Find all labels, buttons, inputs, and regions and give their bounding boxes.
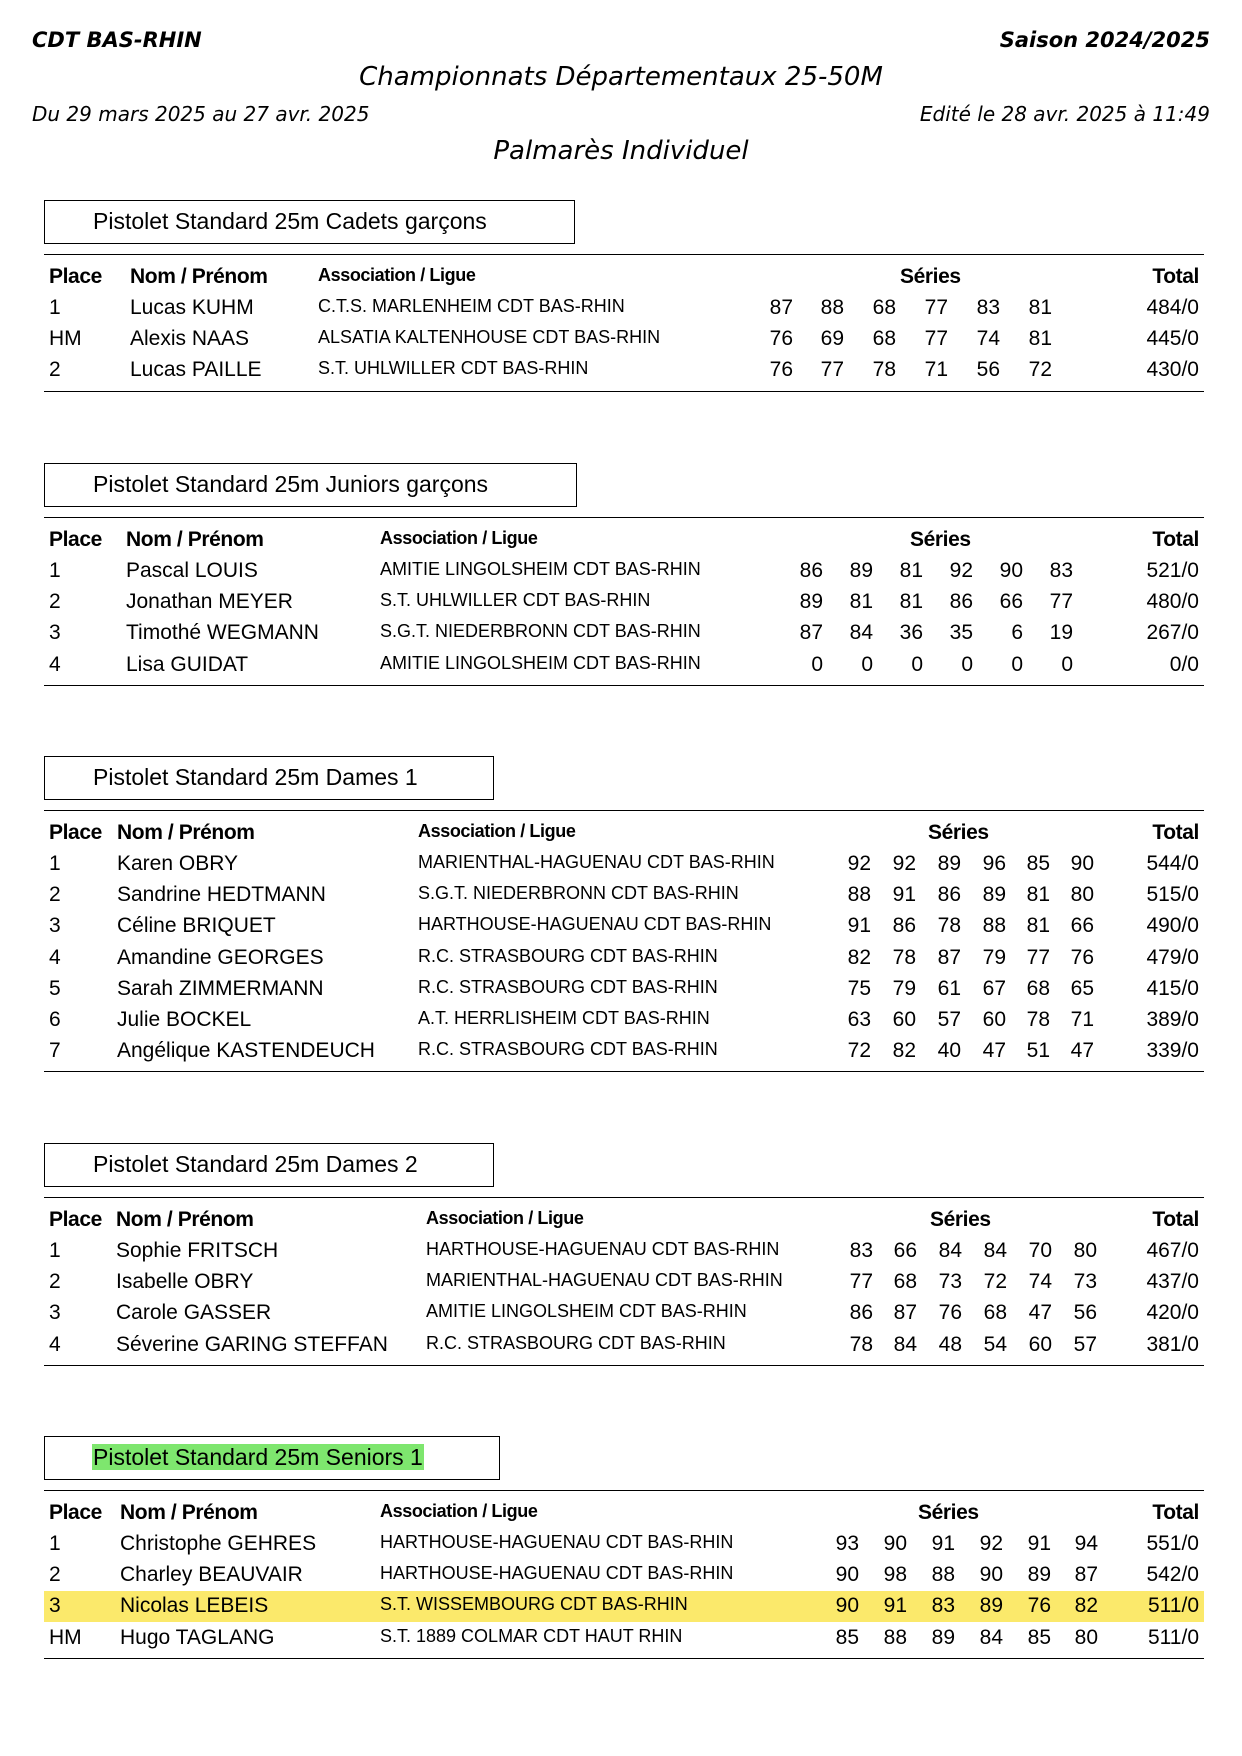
series-score-cell: 90 xyxy=(835,1563,859,1587)
total-cell: 480/0 xyxy=(1146,590,1199,614)
series-score-cell: 72 xyxy=(1028,358,1052,382)
series-score-cell: 89 xyxy=(849,559,873,582)
series-score-cell: 77 xyxy=(849,1270,873,1294)
series-score-cell: 77 xyxy=(1049,590,1073,614)
total-cell: 430/0 xyxy=(1146,358,1199,382)
association-cell: R.C. STRASBOURG CDT BAS-RHIN xyxy=(418,945,718,966)
section-rule-bottom xyxy=(44,685,1204,686)
association-cell: MARIENTHAL-HAGUENAU CDT BAS-RHIN xyxy=(426,1270,783,1291)
series-score-cell: 90 xyxy=(883,1532,907,1555)
place-cell: 3 xyxy=(49,1301,61,1325)
series-score-cell: 89 xyxy=(931,1625,955,1649)
series-score-cell: 69 xyxy=(820,327,844,351)
series-score-cell: 54 xyxy=(983,1332,1007,1356)
table-row xyxy=(44,1529,1204,1560)
total-cell: 511/0 xyxy=(1148,1625,1199,1649)
series-score-cell: 96 xyxy=(982,852,1006,875)
series-score-cell: 86 xyxy=(949,590,973,614)
series-score-cell: 77 xyxy=(924,327,948,351)
series-score-cell: 84 xyxy=(849,621,873,645)
series-score-cell: 19 xyxy=(1049,621,1073,645)
series-score-cell: 85 xyxy=(1027,1625,1051,1649)
table-row xyxy=(44,1591,1204,1622)
name-cell: Karen OBRY xyxy=(117,852,239,875)
table-row xyxy=(44,880,1204,911)
name-cell: Sandrine HEDTMANN xyxy=(117,883,326,907)
series-score-cell: 83 xyxy=(931,1594,955,1618)
series-score-cell: 40 xyxy=(937,1039,961,1063)
series-score-cell: 82 xyxy=(1074,1594,1098,1618)
name-cell: Jonathan MEYER xyxy=(126,590,293,614)
association-cell: A.T. HERRLISHEIM CDT BAS-RHIN xyxy=(418,1008,710,1028)
place-cell: 4 xyxy=(49,652,61,676)
column-header-name: Nom / Prénom xyxy=(130,265,268,288)
series-score-cell: 73 xyxy=(1073,1270,1097,1294)
total-cell: 511/0 xyxy=(1148,1594,1199,1618)
name-cell: Timothé WEGMANN xyxy=(126,621,319,645)
column-header-association: Association / Ligue xyxy=(426,1208,584,1228)
series-score-cell: 86 xyxy=(849,1301,873,1325)
series-score-cell: 89 xyxy=(1027,1563,1051,1587)
section-title-box xyxy=(44,463,577,507)
table-header xyxy=(44,1205,1204,1236)
series-score-cell: 68 xyxy=(893,1270,917,1294)
series-score-cell: 91 xyxy=(847,914,871,938)
series-score-cell: 84 xyxy=(938,1239,962,1262)
table-row xyxy=(44,1236,1204,1267)
total-cell: 551/0 xyxy=(1146,1532,1199,1555)
series-score-cell: 91 xyxy=(931,1532,955,1555)
column-header-series: Séries xyxy=(930,1208,991,1231)
place-cell: 3 xyxy=(49,1594,61,1618)
series-score-cell: 57 xyxy=(1073,1332,1097,1356)
series-score-cell: 36 xyxy=(899,621,923,645)
series-score-cell: 81 xyxy=(899,559,923,582)
column-header-series: Séries xyxy=(910,528,971,551)
series-score-cell: 92 xyxy=(892,852,916,875)
place-cell: 5 xyxy=(49,976,61,1000)
table-row xyxy=(44,650,1204,681)
association-cell: S.T. 1889 COLMAR CDT HAUT RHIN xyxy=(380,1625,683,1646)
section-title: Pistolet Standard 25m Dames 2 xyxy=(93,1151,418,1177)
place-cell: 3 xyxy=(49,621,61,645)
name-cell: Christophe GEHRES xyxy=(120,1532,317,1555)
table-row xyxy=(44,556,1204,587)
column-header-place: Place xyxy=(49,821,102,844)
section-rule-top xyxy=(44,517,1204,518)
name-cell: Lucas PAILLE xyxy=(130,358,262,382)
page-subtitle: Palmarès Individuel xyxy=(493,136,749,166)
name-cell: Sophie FRITSCH xyxy=(116,1239,279,1262)
series-score-cell: 89 xyxy=(979,1594,1003,1618)
series-score-cell: 78 xyxy=(892,945,916,969)
edited-timestamp: Edité le 28 avr. 2025 à 11:49 xyxy=(919,102,1210,126)
series-score-cell: 94 xyxy=(1074,1532,1098,1555)
table-row xyxy=(44,293,1204,324)
table-row xyxy=(44,849,1204,880)
column-header-association: Association / Ligue xyxy=(318,265,476,285)
series-score-cell: 87 xyxy=(937,945,961,969)
name-cell: Hugo TAGLANG xyxy=(120,1625,275,1649)
column-header-place: Place xyxy=(49,265,102,288)
column-header-association: Association / Ligue xyxy=(380,528,538,548)
association-cell: HARTHOUSE-HAGUENAU CDT BAS-RHIN xyxy=(380,1532,734,1552)
association-cell: ALSATIA KALTENHOUSE CDT BAS-RHIN xyxy=(318,327,661,348)
place-cell: 1 xyxy=(49,559,61,582)
total-cell: 339/0 xyxy=(1146,1039,1199,1063)
total-cell: 484/0 xyxy=(1146,296,1199,319)
column-header-association: Association / Ligue xyxy=(418,821,576,841)
series-score-cell: 91 xyxy=(883,1594,907,1618)
name-cell: Isabelle OBRY xyxy=(116,1270,254,1294)
place-cell: HM xyxy=(49,1625,82,1649)
series-score-cell: 0 xyxy=(861,652,873,676)
column-header-series: Séries xyxy=(900,265,961,288)
total-cell: 521/0 xyxy=(1146,559,1199,582)
series-score-cell: 71 xyxy=(1070,1008,1094,1031)
column-header-total: Total xyxy=(1152,528,1199,551)
series-score-cell: 88 xyxy=(820,296,844,319)
series-score-cell: 89 xyxy=(937,852,961,875)
total-cell: 445/0 xyxy=(1146,327,1199,351)
series-score-cell: 0 xyxy=(1061,652,1073,676)
series-score-cell: 76 xyxy=(1070,945,1094,969)
section-rule-bottom xyxy=(44,391,1204,392)
series-score-cell: 76 xyxy=(769,358,793,382)
series-score-cell: 78 xyxy=(872,358,896,382)
total-cell: 267/0 xyxy=(1146,621,1199,645)
section-title-box xyxy=(44,756,494,800)
series-score-cell: 48 xyxy=(938,1332,962,1356)
place-cell: 7 xyxy=(49,1039,61,1063)
series-score-cell: 80 xyxy=(1073,1239,1097,1262)
series-score-cell: 70 xyxy=(1028,1239,1052,1262)
series-score-cell: 92 xyxy=(949,559,973,582)
section-rule-top xyxy=(44,810,1204,811)
association-cell: S.T. UHLWILLER CDT BAS-RHIN xyxy=(380,590,651,611)
table-row xyxy=(44,1623,1204,1654)
series-score-cell: 82 xyxy=(892,1039,916,1063)
series-score-cell: 67 xyxy=(982,976,1006,1000)
column-header-name: Nom / Prénom xyxy=(116,1208,254,1231)
name-cell: Pascal LOUIS xyxy=(126,559,258,582)
series-score-cell: 91 xyxy=(1027,1532,1051,1555)
table-row xyxy=(44,1560,1204,1591)
table-row xyxy=(44,1036,1204,1067)
series-score-cell: 84 xyxy=(979,1625,1003,1649)
series-score-cell: 82 xyxy=(847,945,871,969)
name-cell: Lisa GUIDAT xyxy=(126,652,249,676)
series-score-cell: 60 xyxy=(892,1008,916,1031)
section-title-box xyxy=(44,1143,494,1187)
association-cell: S.T. WISSEMBOURG CDT BAS-RHIN xyxy=(380,1594,688,1615)
table-row xyxy=(44,324,1204,355)
series-score-cell: 90 xyxy=(1070,852,1094,875)
column-header-association: Association / Ligue xyxy=(380,1501,538,1521)
association-cell: AMITIE LINGOLSHEIM CDT BAS-RHIN xyxy=(426,1301,747,1322)
series-score-cell: 57 xyxy=(937,1008,961,1031)
page-title: Championnats Départementaux 25-50M xyxy=(359,62,883,92)
place-cell: 1 xyxy=(49,1532,61,1555)
association-cell: HARTHOUSE-HAGUENAU CDT BAS-RHIN xyxy=(418,914,772,935)
total-cell: 389/0 xyxy=(1146,1008,1199,1031)
total-cell: 490/0 xyxy=(1146,914,1199,938)
series-score-cell: 81 xyxy=(1028,296,1052,319)
place-cell: 2 xyxy=(49,358,61,382)
series-score-cell: 73 xyxy=(938,1270,962,1294)
name-cell: Séverine GARING STEFFAN xyxy=(116,1332,388,1356)
series-score-cell: 81 xyxy=(1028,327,1052,351)
total-cell: 544/0 xyxy=(1146,852,1199,875)
association-cell: S.G.T. NIEDERBRONN CDT BAS-RHIN xyxy=(418,883,739,904)
total-cell: 0/0 xyxy=(1169,652,1199,676)
name-cell: Carole GASSER xyxy=(116,1301,272,1325)
series-score-cell: 90 xyxy=(979,1563,1003,1587)
series-score-cell: 91 xyxy=(892,883,916,907)
series-score-cell: 68 xyxy=(872,296,896,319)
column-header-total: Total xyxy=(1152,1501,1199,1524)
series-score-cell: 56 xyxy=(976,358,1000,382)
name-cell: Julie BOCKEL xyxy=(117,1008,252,1031)
place-cell: 2 xyxy=(49,590,61,614)
column-header-name: Nom / Prénom xyxy=(120,1501,258,1524)
column-header-total: Total xyxy=(1152,265,1199,288)
section-rule-bottom xyxy=(44,1365,1204,1366)
series-score-cell: 86 xyxy=(937,883,961,907)
name-cell: Amandine GEORGES xyxy=(117,945,324,969)
section-rule-top xyxy=(44,1197,1204,1198)
series-score-cell: 89 xyxy=(799,590,823,614)
association-cell: R.C. STRASBOURG CDT BAS-RHIN xyxy=(426,1332,726,1353)
name-cell: Angélique KASTENDEUCH xyxy=(117,1039,375,1063)
series-score-cell: 66 xyxy=(1070,914,1094,938)
column-header-place: Place xyxy=(49,528,102,551)
series-score-cell: 89 xyxy=(982,883,1006,907)
series-score-cell: 80 xyxy=(1074,1625,1098,1649)
column-header-series: Séries xyxy=(928,821,989,844)
column-header-series: Séries xyxy=(918,1501,979,1524)
association-cell: MARIENTHAL-HAGUENAU CDT BAS-RHIN xyxy=(418,852,775,872)
series-score-cell: 84 xyxy=(983,1239,1007,1262)
series-score-cell: 81 xyxy=(1026,883,1050,907)
series-score-cell: 76 xyxy=(1027,1594,1051,1618)
series-score-cell: 0 xyxy=(961,652,973,676)
series-score-cell: 87 xyxy=(1074,1563,1098,1587)
place-cell: 2 xyxy=(49,1270,61,1294)
series-score-cell: 75 xyxy=(847,976,871,1000)
place-cell: 6 xyxy=(49,1008,61,1031)
series-score-cell: 79 xyxy=(982,945,1006,969)
column-header-place: Place xyxy=(49,1501,102,1524)
name-cell: Nicolas LEBEIS xyxy=(120,1594,269,1618)
series-score-cell: 76 xyxy=(769,327,793,351)
association-cell: AMITIE LINGOLSHEIM CDT BAS-RHIN xyxy=(380,652,701,673)
total-cell: 467/0 xyxy=(1146,1239,1199,1262)
name-cell: Céline BRIQUET xyxy=(117,914,276,938)
table-row xyxy=(44,618,1204,649)
total-cell: 542/0 xyxy=(1146,1563,1199,1587)
series-score-cell: 77 xyxy=(924,296,948,319)
total-cell: 381/0 xyxy=(1146,1332,1199,1356)
section-title-box xyxy=(44,200,575,244)
name-cell: Alexis NAAS xyxy=(130,327,250,351)
series-score-cell: 0 xyxy=(811,652,823,676)
series-score-cell: 56 xyxy=(1073,1301,1097,1325)
association-cell: HARTHOUSE-HAGUENAU CDT BAS-RHIN xyxy=(426,1239,780,1259)
series-score-cell: 76 xyxy=(938,1301,962,1325)
series-score-cell: 81 xyxy=(1026,914,1050,938)
table-row xyxy=(44,1330,1204,1361)
series-score-cell: 81 xyxy=(849,590,873,614)
table-row xyxy=(44,587,1204,618)
series-score-cell: 88 xyxy=(847,883,871,907)
series-score-cell: 88 xyxy=(982,914,1006,938)
series-score-cell: 92 xyxy=(847,852,871,875)
association-cell: S.G.T. NIEDERBRONN CDT BAS-RHIN xyxy=(380,621,701,642)
series-score-cell: 35 xyxy=(949,621,973,645)
section-title: Pistolet Standard 25m Juniors garçons xyxy=(93,471,489,497)
place-cell: HM xyxy=(49,327,82,351)
table-header xyxy=(44,818,1204,849)
total-cell: 420/0 xyxy=(1146,1301,1199,1325)
series-score-cell: 68 xyxy=(1026,976,1050,1000)
association-cell: S.T. UHLWILLER CDT BAS-RHIN xyxy=(318,358,589,379)
association-cell: R.C. STRASBOURG CDT BAS-RHIN xyxy=(418,976,718,997)
name-cell: Charley BEAUVAIR xyxy=(120,1563,303,1587)
series-score-cell: 90 xyxy=(999,559,1023,582)
series-score-cell: 47 xyxy=(1028,1301,1052,1325)
series-score-cell: 83 xyxy=(1049,559,1073,582)
series-score-cell: 60 xyxy=(982,1008,1006,1031)
section-title-box xyxy=(44,1436,500,1480)
table-row xyxy=(44,1298,1204,1329)
series-score-cell: 78 xyxy=(1026,1008,1050,1031)
name-cell: Lucas KUHM xyxy=(130,296,254,319)
section-title: Pistolet Standard 25m Cadets garçons xyxy=(93,208,487,234)
series-score-cell: 0 xyxy=(1011,652,1023,676)
series-score-cell: 83 xyxy=(849,1239,873,1262)
series-score-cell: 78 xyxy=(849,1332,873,1356)
series-score-cell: 51 xyxy=(1026,1039,1050,1063)
series-score-cell: 87 xyxy=(893,1301,917,1325)
series-score-cell: 92 xyxy=(979,1532,1003,1555)
table-row xyxy=(44,1267,1204,1298)
series-score-cell: 61 xyxy=(937,976,961,1000)
table-header xyxy=(44,262,1204,293)
series-score-cell: 86 xyxy=(892,914,916,938)
table-row xyxy=(44,1005,1204,1036)
section-rule-bottom xyxy=(44,1658,1204,1659)
series-score-cell: 87 xyxy=(799,621,823,645)
column-header-name: Nom / Prénom xyxy=(117,821,255,844)
series-score-cell: 66 xyxy=(999,590,1023,614)
series-score-cell: 80 xyxy=(1070,883,1094,907)
series-score-cell: 77 xyxy=(820,358,844,382)
series-score-cell: 90 xyxy=(835,1594,859,1618)
series-score-cell: 72 xyxy=(847,1039,871,1063)
series-score-cell: 84 xyxy=(893,1332,917,1356)
series-score-cell: 6 xyxy=(1011,621,1023,645)
series-score-cell: 88 xyxy=(931,1563,955,1587)
series-score-cell: 78 xyxy=(937,914,961,938)
series-score-cell: 72 xyxy=(983,1270,1007,1294)
total-cell: 515/0 xyxy=(1146,883,1199,907)
section-title: Pistolet Standard 25m Seniors 1 xyxy=(93,1444,423,1470)
place-cell: 1 xyxy=(49,852,61,875)
section-rule-top xyxy=(44,254,1204,255)
series-score-cell: 71 xyxy=(924,358,948,382)
association-cell: R.C. STRASBOURG CDT BAS-RHIN xyxy=(418,1039,718,1060)
table-header xyxy=(44,525,1204,556)
series-score-cell: 88 xyxy=(883,1625,907,1649)
table-row xyxy=(44,355,1204,386)
series-score-cell: 65 xyxy=(1070,976,1094,1000)
total-cell: 479/0 xyxy=(1146,945,1199,969)
place-cell: 2 xyxy=(49,1563,61,1587)
series-score-cell: 66 xyxy=(893,1239,917,1262)
season-label: Saison 2024/2025 xyxy=(999,28,1210,52)
series-score-cell: 68 xyxy=(872,327,896,351)
series-score-cell: 47 xyxy=(1070,1039,1094,1063)
section-rule-bottom xyxy=(44,1071,1204,1072)
total-cell: 415/0 xyxy=(1146,976,1199,1000)
date-range: Du 29 mars 2025 au 27 avr. 2025 xyxy=(32,102,370,126)
column-header-total: Total xyxy=(1152,821,1199,844)
place-cell: 1 xyxy=(49,296,61,319)
series-score-cell: 81 xyxy=(899,590,923,614)
place-cell: 2 xyxy=(49,883,61,907)
series-score-cell: 86 xyxy=(799,559,823,582)
place-cell: 4 xyxy=(49,1332,61,1356)
series-score-cell: 0 xyxy=(911,652,923,676)
series-score-cell: 83 xyxy=(976,296,1000,319)
section-title: Pistolet Standard 25m Dames 1 xyxy=(93,764,418,790)
series-score-cell: 93 xyxy=(835,1532,859,1555)
organization-label: CDT BAS-RHIN xyxy=(32,28,202,52)
series-score-cell: 74 xyxy=(976,327,1000,351)
table-row xyxy=(44,911,1204,942)
series-score-cell: 63 xyxy=(847,1008,871,1031)
series-score-cell: 60 xyxy=(1028,1332,1052,1356)
series-score-cell: 87 xyxy=(769,296,793,319)
place-cell: 4 xyxy=(49,945,61,969)
table-header xyxy=(44,1498,1204,1529)
place-cell: 3 xyxy=(49,914,61,938)
table-row xyxy=(44,943,1204,974)
series-score-cell: 77 xyxy=(1026,945,1050,969)
association-cell: HARTHOUSE-HAGUENAU CDT BAS-RHIN xyxy=(380,1563,734,1584)
column-header-place: Place xyxy=(49,1208,102,1231)
name-cell: Sarah ZIMMERMANN xyxy=(117,976,324,1000)
series-score-cell: 68 xyxy=(983,1301,1007,1325)
place-cell: 1 xyxy=(49,1239,61,1262)
association-cell: C.T.S. MARLENHEIM CDT BAS-RHIN xyxy=(318,296,625,316)
series-score-cell: 85 xyxy=(1026,852,1050,875)
total-cell: 437/0 xyxy=(1146,1270,1199,1294)
table-row xyxy=(44,974,1204,1005)
association-cell: AMITIE LINGOLSHEIM CDT BAS-RHIN xyxy=(380,559,701,579)
column-header-total: Total xyxy=(1152,1208,1199,1231)
series-score-cell: 74 xyxy=(1028,1270,1052,1294)
section-rule-top xyxy=(44,1490,1204,1491)
series-score-cell: 98 xyxy=(883,1563,907,1587)
column-header-name: Nom / Prénom xyxy=(126,528,264,551)
series-score-cell: 47 xyxy=(982,1039,1006,1063)
series-score-cell: 79 xyxy=(892,976,916,1000)
series-score-cell: 85 xyxy=(835,1625,859,1649)
